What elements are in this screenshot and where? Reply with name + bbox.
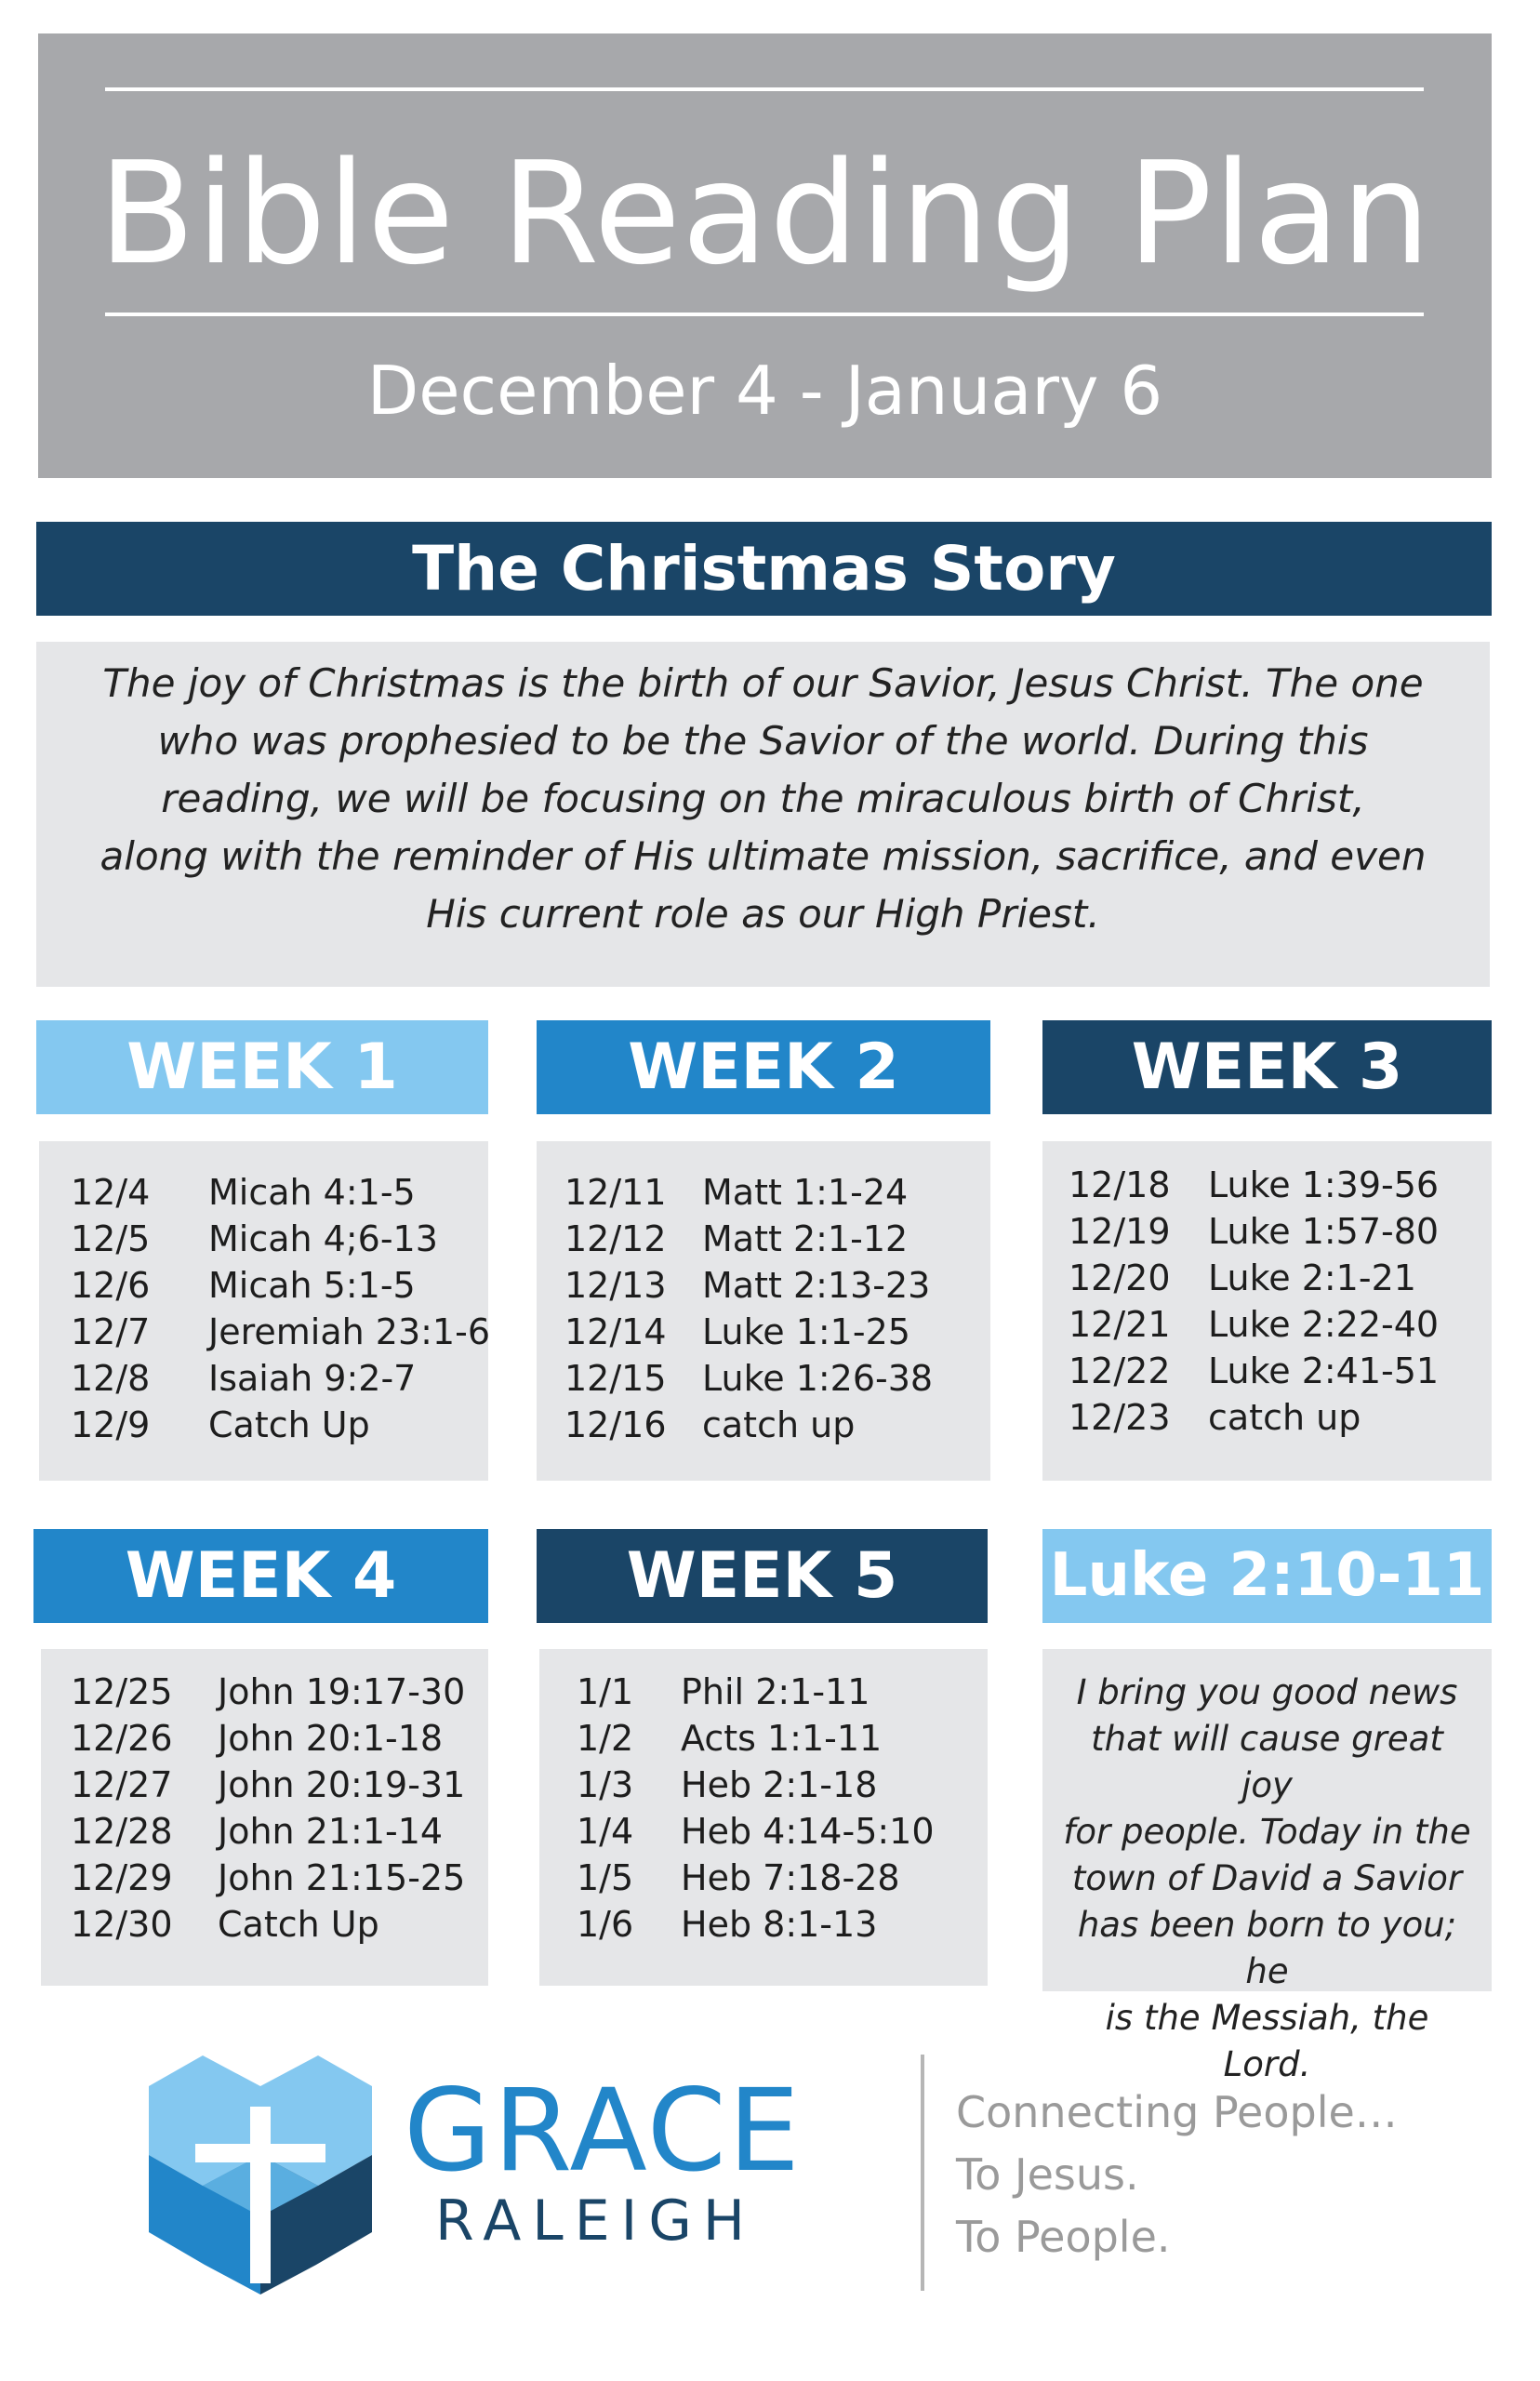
reading-ref: Luke 2:22-40 <box>1208 1304 1440 1345</box>
verse-line: is the Messiah, the Lord. <box>1105 1998 1429 2084</box>
reading-date: 1/6 <box>577 1904 634 1945</box>
reading-ref: Matt 2:13-23 <box>702 1265 931 1306</box>
reading-date: 12/20 <box>1069 1257 1171 1298</box>
story-line: reading, we will be focusing on the miraculous birth of Christ, <box>161 776 1365 821</box>
week-5-list <box>539 1649 988 1986</box>
week-2-header: WEEK 2 <box>537 1020 990 1114</box>
reading-ref: Luke 2:1-21 <box>1208 1257 1416 1298</box>
reading-ref: Luke 1:1-25 <box>702 1311 910 1352</box>
grace-logo-icon <box>149 2051 372 2295</box>
reading-date: 12/5 <box>71 1218 151 1259</box>
tagline-line: Connecting People… <box>956 2087 1398 2137</box>
reading-date: 12/18 <box>1069 1164 1171 1205</box>
reading-ref: Matt 1:1-24 <box>702 1172 909 1213</box>
reading-date: 12/13 <box>564 1265 667 1306</box>
reading-date: 12/4 <box>71 1172 151 1213</box>
reading-ref: John 19:17-30 <box>218 1671 466 1712</box>
reading-ref: Micah 5:1-5 <box>208 1265 416 1306</box>
reading-ref: Heb 8:1-13 <box>681 1904 878 1945</box>
reading-date: 12/12 <box>564 1218 667 1259</box>
story-line: The joy of Christmas is the birth of our Savior, Jesus Christ. The one <box>102 660 1424 706</box>
reading-date: 12/11 <box>564 1172 667 1213</box>
reading-date: 12/8 <box>71 1358 151 1399</box>
brand-subtitle: RALEIGH <box>435 2188 756 2254</box>
reading-ref: Heb 7:18-28 <box>681 1857 900 1898</box>
verse-line: for people. Today in the <box>1063 1812 1471 1852</box>
reading-ref: Luke 1:39-56 <box>1208 1164 1440 1205</box>
reading-ref: Isaiah 9:2-7 <box>208 1358 417 1399</box>
reading-date: 12/26 <box>71 1718 173 1759</box>
verse-header: Luke 2:10-11 <box>1042 1529 1492 1623</box>
reading-ref: Heb 2:1-18 <box>681 1764 878 1805</box>
story-line: His current role as our High Priest. <box>426 891 1100 937</box>
tagline-line: To People. <box>956 2212 1171 2262</box>
reading-ref: John 21:1-14 <box>218 1811 444 1852</box>
reading-date: 12/15 <box>564 1358 667 1399</box>
brand-name: GRACE <box>404 2065 802 2197</box>
page-title: Bible Reading Plan <box>98 131 1432 296</box>
story-title: The Christmas Story <box>36 522 1492 616</box>
reading-date: 1/2 <box>577 1718 634 1759</box>
week-4-list <box>41 1649 488 1986</box>
reading-date: 12/30 <box>71 1904 173 1945</box>
reading-ref: Luke 1:57-80 <box>1208 1211 1440 1252</box>
week-5-header: WEEK 5 <box>537 1529 988 1623</box>
header-banner <box>38 33 1492 478</box>
week-3-header: WEEK 3 <box>1042 1020 1492 1114</box>
header-bottom-rule <box>105 313 1424 316</box>
verse-quote <box>1042 1649 1492 2084</box>
reading-date: 12/27 <box>71 1764 173 1805</box>
story-description <box>36 642 1490 987</box>
reading-date: 1/3 <box>577 1764 634 1805</box>
reading-date: 1/1 <box>577 1671 634 1712</box>
reading-ref: Jeremiah 23:1-6 <box>208 1311 490 1352</box>
story-line: along with the reminder of His ultimate mission, sacrifice, and even <box>100 833 1427 879</box>
week-1-header: WEEK 1 <box>36 1020 488 1114</box>
reading-ref: Heb 4:14-5:10 <box>681 1811 935 1852</box>
verse-line: has been born to you; he <box>1077 1905 1457 1991</box>
tagline-line: To Jesus. <box>956 2149 1139 2200</box>
reading-ref: Micah 4:1-5 <box>208 1172 416 1213</box>
reading-date: 12/19 <box>1069 1211 1171 1252</box>
date-range: December 4 - January 6 <box>366 352 1163 430</box>
reading-ref: Acts 1:1-11 <box>681 1718 883 1759</box>
reading-ref: catch up <box>1208 1397 1361 1438</box>
verse-line: town of David a Savior <box>1071 1858 1463 1898</box>
reading-date: 12/14 <box>564 1311 667 1352</box>
reading-ref: John 20:1-18 <box>218 1718 444 1759</box>
verse-line: I bring you good news <box>1076 1672 1458 1712</box>
reading-ref: catch up <box>702 1404 856 1445</box>
reading-ref: Luke 2:41-51 <box>1208 1350 1440 1391</box>
reading-date: 12/9 <box>71 1404 151 1445</box>
reading-ref: Luke 1:26-38 <box>702 1358 934 1399</box>
reading-ref: John 21:15-25 <box>218 1857 466 1898</box>
reading-date: 1/4 <box>577 1811 634 1852</box>
reading-date: 12/29 <box>71 1857 173 1898</box>
reading-ref: John 20:19-31 <box>218 1764 466 1805</box>
header-top-rule <box>105 87 1424 91</box>
reading-date: 12/28 <box>71 1811 173 1852</box>
story-line: who was prophesied to be the Savior of the world. During this <box>157 718 1369 764</box>
reading-date: 12/25 <box>71 1671 173 1712</box>
footer-divider <box>921 2055 924 2291</box>
reading-ref: Phil 2:1-11 <box>681 1671 870 1712</box>
week-4-header: WEEK 4 <box>33 1529 488 1623</box>
reading-ref: Catch Up <box>218 1904 379 1945</box>
reading-date: 12/22 <box>1069 1350 1171 1391</box>
reading-date: 12/21 <box>1069 1304 1171 1345</box>
reading-date: 12/6 <box>71 1265 151 1306</box>
reading-ref: Matt 2:1-12 <box>702 1218 909 1259</box>
reading-ref: Micah 4;6-13 <box>208 1218 438 1259</box>
verse-line: that will cause great joy <box>1091 1719 1443 1805</box>
week-1-list <box>39 1141 488 1481</box>
reading-date: 12/23 <box>1069 1397 1171 1438</box>
reading-date: 12/7 <box>71 1311 151 1352</box>
reading-ref: Catch Up <box>208 1404 370 1445</box>
reading-date: 1/5 <box>577 1857 634 1898</box>
week-3-list <box>1042 1141 1492 1481</box>
week-2-list <box>537 1141 990 1481</box>
reading-date: 12/16 <box>564 1404 667 1445</box>
